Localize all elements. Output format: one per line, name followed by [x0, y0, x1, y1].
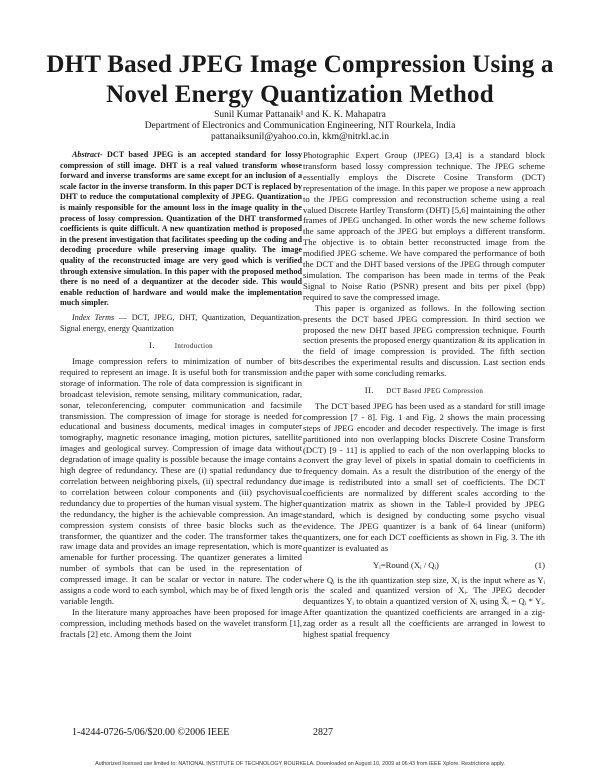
left-column: [60, 150, 302, 640]
section-heading-introduction: [60, 340, 302, 352]
index-terms-text: — DCT, JPEG, DHT, Quantization, Dequantization, Signal energy, energy Quantization: [60, 312, 302, 333]
paper-title: DHT Based JPEG Image Compression Using a Novel Energy Quantization Method: [46, 51, 554, 108]
license-notice: Authorized licensed use limited to: NATIONAL INSTITUTE OF TECHNOLOGY ROURKELA. Downloaded on August 10, 2009 at 06:43 from IEEE Xplore. Restrictions apply.: [95, 761, 505, 767]
index-terms: [60, 313, 302, 334]
author-email: pattanaiksunil@yahoo.co.in, kkm@nitrkl.ac.in: [211, 132, 389, 142]
section-title: DCT Based JPEG Compression: [386, 387, 484, 396]
section-heading-dct-jpeg: [303, 385, 545, 397]
footer-isbn: 1-4244-0726-5/06/$20.00 ©2006 IEEE: [72, 727, 230, 738]
abstract-label: Abstract: [72, 150, 100, 159]
index-terms-label: Index Terms: [72, 312, 115, 322]
abstract: [60, 150, 302, 309]
intro-paragraph: Photographic Expert Group (JPEG) [3,4] is a standard block transform based lossy compression technique. The JPEG scheme essentially employs the Discrete Cosine Transform (DCT) representation of the image. In this paper we propose a new approach to the JPEG compression and reconstruction scheme using a real valued Discrete Hartley Transform (DHT) [5,6] maintaining the other frames of JPEG unchanged. In other words the new scheme follows the same approach of the JPEG but employs a different transform. The objective is to obtain better reconstructed image from the modified JPEG scheme. We have compared the performance of both the DCT and the DHT based versions of the JPEG through computer simulation. The comparison has been made in terms of the Peak Signal to Noise Ratio (PSNR) present and bits per pixel (bpp) required to save the compressed image.: [303, 150, 545, 302]
abstract-text: - DCT based JPEG is an accepted standard for lossy compression of still image. DHT is a real valued transform whose forward and inverse transforms are same except for an inclusion of a scale factor in the inverse transform. In this paper DCT is replaced by DHT to reduce the computational complexity of JPEG. Quantization is mainly responsible for the amount loss in the image quality in the process of lossy compression. Quantization of the DHT transformed coefficients is quite difficult. A new quantization method is proposed in the present investigation that facilitates speeding up the coding and decoding procedure while preserving image quality. The image quality of the reconstructed image are very good which is verified through extensive simulation. In this paper with the proposed method there is no need of a dequantizer at the decoder side. This would enable reduction of hardware and would make the implementation much simpler.: [60, 150, 302, 308]
right-column: [303, 150, 545, 640]
author-affiliation: Department of Electronics and Communication Engineering, NIT Rourkela, India: [144, 121, 456, 131]
intro-paragraph: In the literature many approaches have been proposed for image compression, including methods based on the wavelet transform [1], fractals [2] etc. Among them the Joint: [60, 606, 302, 639]
author-names: Sunil Kumar Pattanaik¹ and K. K. Mahapatra: [214, 110, 386, 120]
dct-paragraph: where Qᵢ is the ith quantization step size, Xᵢ is the input where as Yᵢ is the scaled and quantized version of Xᵢ. The JPEG decoder dequantizes Yᵢ to obtain a quantized version of Xᵢ using X̂ᵢ = Qᵢ * Yᵢ. After quantization the quantized coefficients are arranged in a zig-zag order as a result all the coefficients are arranged in lowest to highest spatial frequency: [303, 574, 545, 640]
intro-paragraph: Image compression refers to minimization of number of bits required to represent an image. It is useful both for transmission and storage of information. The role of data compression is significant in broadcast television, remote sensing, military communication, radar, sonar, teleconferencing, computer communication and facsimile transmission. The compression of image for storage is needed for educational and business documents, medical images in computer tomography, magnetic resonance imaging, motion pictures, satellite images and geological survey. Compression of image data without degradation of image quality is possible because the image contains a high degree of redundancy. These are (i) spatial redundancy due to correlation between neighboring pixels, (ii) spectral redundancy due to correlation between colour components and (iii) psychovisual redundancy due to properties of the human visual system. The higher the redundancy, the higher is the achievable compression. An image compression system consists of three basic blocks such as the transformer, the quantizer and the coder. The transformer takes the raw image data and provides an image representation, which is more amenable for further processing. The quantizer generates a limited number of symbols that can be used in the representation of compressed image. It can be scalar or vector in nature. The coder assigns a code word to each symbol, which may be of fixed length or variable length.: [60, 356, 302, 606]
section-title: Introduction: [174, 342, 213, 351]
author-block: [0, 110, 600, 143]
equation-body: Yᵢ=Round (Xᵢ / Qᵢ): [373, 559, 439, 570]
section-number: I.: [149, 340, 155, 351]
intro-paragraph: This paper is organized as follows. In the following section presents the DCT based JPEG compression. In third section we proposed the new DHT based JPEG compression technique. Fourth section presents the proposed energy quantization & its application in the field of image compression is provided. The fifth section describes the experimental results and discussion. Last section ends the paper with some concluding remarks.: [303, 302, 545, 379]
equation-1: [303, 560, 545, 571]
equation-number: (1): [534, 559, 545, 570]
footer-page-number: 2827: [313, 727, 333, 738]
dct-paragraph: The DCT based JPEG has been used as a standard for still image compression [7 - 8]. Fig. 1 and Fig. 2 shows the main processing steps of JPEG encoder and decoder respectively. The image is first partitioned into non overlapping blocks Discrete Cosine Transform (DCT) [9 - 11] is applied to each of the non overlapping blocks to convert the gray level of pixels in spatial domain to coefficients in frequency domain. As a result the distribution of the energy of the image is redistributed into a small set of coefficients. The DCT coefficients are normalized by different scales according to the quantization matrix as shown in the Table-I provided by JPEG standard, which is designed by conducting some psycho visual evidence. The JPEG quantizer is a bank of 64 linear (uniform) quantizers, one for each DCT coefficients as shown in Fig. 3. The ith quantizer is evaluated as: [303, 400, 545, 553]
section-number: II.: [364, 385, 374, 396]
